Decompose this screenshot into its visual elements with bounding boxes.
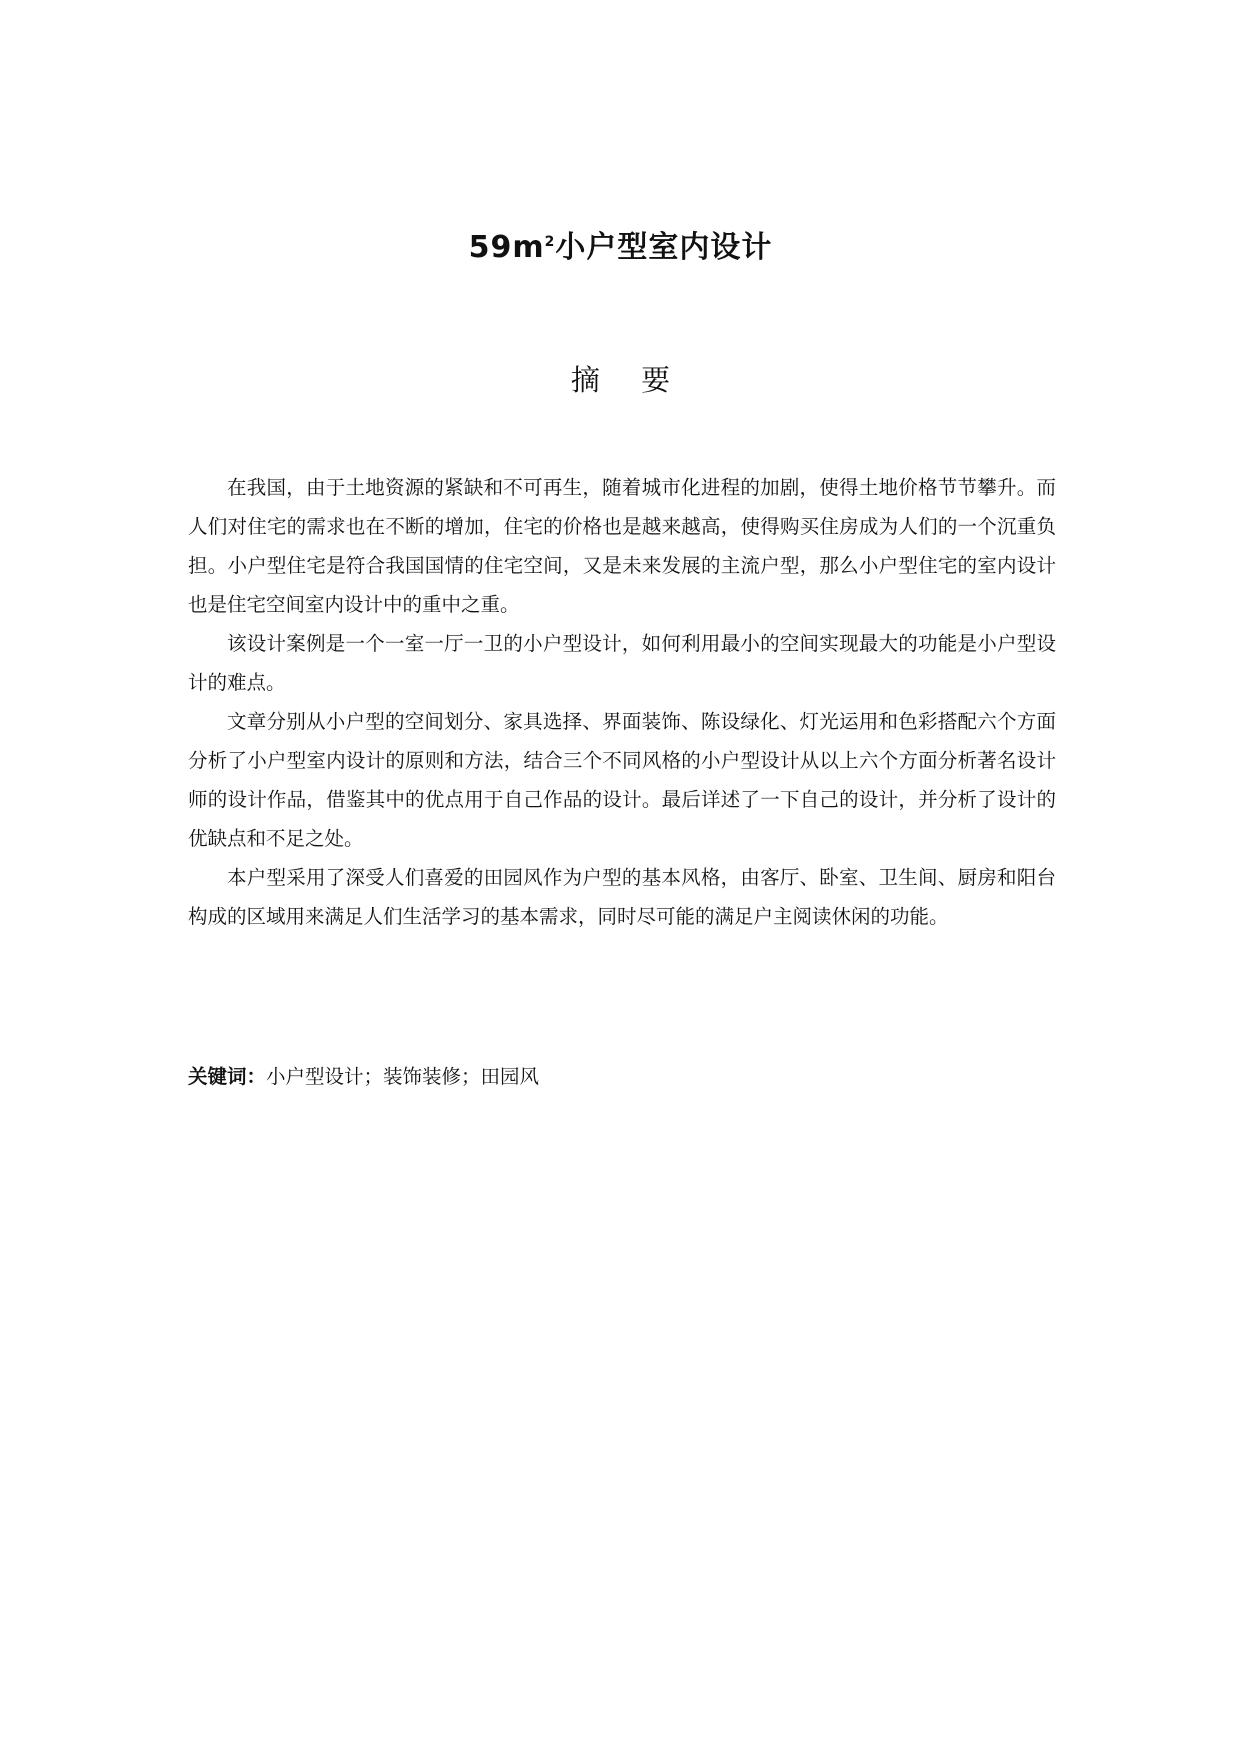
- keywords-label: 关键词：: [188, 1065, 267, 1088]
- abstract-heading: 摘 要: [570, 363, 687, 397]
- abstract-body: [188, 468, 1056, 936]
- title-rest: 小户型室内设计: [555, 230, 773, 265]
- keywords-line: [188, 1058, 1056, 1096]
- abstract-paragraph: 该设计案例是一个一室一厅一卫的小户型设计，如何利用最小的空间实现最大的功能是小户型设计的难点。: [188, 632, 1056, 694]
- document-title: [0, 228, 1241, 268]
- keywords-value: 小户型设计；装饰装修；田园风: [266, 1065, 540, 1088]
- title-main: 59m: [468, 230, 545, 265]
- abstract-paragraph: 本户型采用了深受人们喜爱的田园风作为户型的基本风格，由客厅、卧室、卫生间、厨房和阳台构成的区域用来满足人们生活学习的基本需求，同时尽可能的满足户主阅读休闲的功能。: [188, 866, 1056, 928]
- abstract-paragraph: 在我国，由于土地资源的紧缺和不可再生，随着城市化进程的加剧，使得土地价格节节攀升。而人们对住宅的需求也在不断的增加，住宅的价格也是越来越高，使得购买住房成为人们的一个沉重负担。小户型住宅是符合我国国情的住宅空间，又是未来发展的主流户型，那么小户型住宅的室内设计也是住宅空间室内设计中的重中之重。: [188, 476, 1056, 616]
- abstract-paragraph: 文章分别从小户型的空间划分、家具选择、界面装饰、陈设绿化、灯光运用和色彩搭配六个方面分析了小户型室内设计的原则和方法，结合三个不同风格的小户型设计从以上六个方面分析著名设计师的设计作品，借鉴其中的优点用于自己作品的设计。最后详述了一下自己的设计，并分析了设计的优缺点和不足之处。: [188, 710, 1056, 850]
- title-superscript: 2: [544, 234, 556, 250]
